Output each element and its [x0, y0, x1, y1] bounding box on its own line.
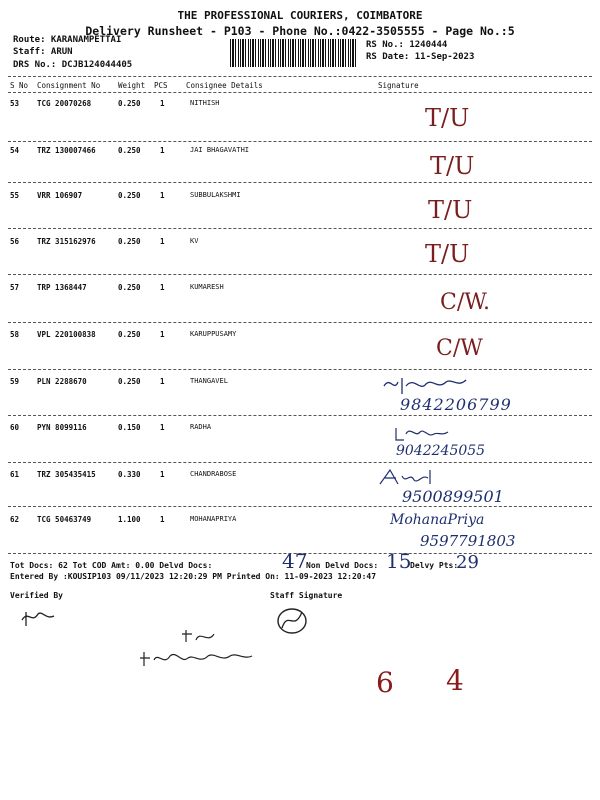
handwritten-mark: 6: [376, 666, 394, 699]
initials-mark: [180, 626, 220, 646]
divider: [8, 92, 592, 93]
row-weight: 0.250: [118, 283, 141, 292]
row-signature: C/W: [436, 336, 483, 361]
row-weight: 0.250: [118, 237, 141, 246]
row-sno: 62: [10, 515, 20, 524]
handwritten-name-signature: [136, 646, 256, 672]
drs-number: DRS No.: DCJB124044405: [13, 60, 133, 70]
row-phone: 9042245055: [396, 443, 486, 459]
divider: [8, 182, 592, 183]
row-signature: T/U: [425, 240, 470, 268]
column-header-sno: S No: [10, 81, 29, 90]
row-weight: 0.150: [118, 423, 141, 432]
row-signature: C/W.: [440, 290, 491, 315]
row-consignee: SUBBULAKSHMI: [190, 191, 241, 199]
route-label: Route: KARANAMPETTAI: [13, 35, 122, 45]
row-sno: 59: [10, 377, 20, 386]
row-sno: 55: [10, 191, 20, 200]
row-consignment: PYN 8099116: [37, 423, 87, 432]
row-pcs: 1: [160, 146, 165, 155]
row-pcs: 1: [160, 423, 165, 432]
handwritten-signature: [392, 424, 452, 444]
staff-label: Staff: ARUN: [13, 47, 73, 57]
column-header-consignment: Consignment No: [37, 81, 101, 90]
entered-by-line: Entered By :KOUSIP103 09/11/2023 12:20:29 PM Printed On: 11-09-2023 12:20:47: [10, 572, 377, 581]
divider: [8, 369, 592, 370]
divider: [8, 76, 592, 77]
row-consignee: THANGAVEL: [190, 377, 228, 385]
row-weight: 0.330: [118, 470, 141, 479]
row-pcs: 1: [160, 283, 165, 292]
row-consignee: MOHANAPRIYA: [190, 515, 237, 523]
row-consignment: VRR 106907: [37, 191, 83, 200]
row-pcs: 1: [160, 237, 165, 246]
row-weight: 0.250: [118, 146, 141, 155]
handwritten-mark: 4: [446, 664, 464, 697]
row-consignment: TRZ 315162976: [37, 237, 96, 246]
divider: [8, 506, 592, 507]
row-consignee: KUMARESH: [190, 283, 224, 291]
column-header-signature: Signature: [378, 81, 419, 90]
row-consignment: TRZ 130007466: [37, 146, 96, 155]
staff-signature-label: Staff Signature: [270, 591, 343, 600]
non-delivered-label: Non Delvd Docs:: [306, 561, 379, 570]
row-phone: 9597791803: [420, 532, 516, 550]
divider: [8, 228, 592, 229]
row-signature: T/U: [428, 196, 473, 224]
delivery-points-label: Delvy Pts:: [410, 561, 459, 570]
row-consignee: KV: [190, 237, 199, 245]
row-pcs: 1: [160, 377, 165, 386]
row-weight: 0.250: [118, 99, 141, 108]
delivered-docs-count: 47: [282, 549, 308, 573]
verifier-signature: [18, 606, 58, 628]
rs-number: RS No.: 1240444: [366, 40, 448, 50]
row-pcs: 1: [160, 191, 165, 200]
row-consignee: NITHISH: [190, 99, 220, 107]
handwritten-signature: [376, 466, 436, 488]
column-header-consignee: Consignee Details: [186, 81, 263, 90]
row-phone: 9500899501: [402, 487, 504, 506]
divider: [8, 322, 592, 323]
row-weight: 0.250: [118, 191, 141, 200]
divider: [8, 415, 592, 416]
row-phone: 9842206799: [400, 395, 512, 414]
non-delivered-count: 15: [386, 549, 412, 573]
row-sno: 57: [10, 283, 20, 292]
row-sno: 54: [10, 146, 20, 155]
column-header-pcs: PCS: [154, 81, 168, 90]
row-consignment: TRZ 305435415: [37, 470, 96, 479]
row-consignment: VPL 220100838: [37, 330, 96, 339]
row-weight: 0.250: [118, 330, 141, 339]
barcode: [230, 39, 358, 67]
divider: [8, 141, 592, 142]
runsheet-title: Delivery Runsheet - P103 - Phone No.:0422-3505555 - Page No.:5: [85, 24, 515, 38]
row-consignee: JAI BHAGAVATHI: [190, 146, 250, 154]
divider: [8, 462, 592, 463]
row-signature: T/U: [425, 104, 470, 132]
delivery-points-count: 29: [456, 552, 479, 573]
row-pcs: 1: [160, 515, 165, 524]
row-consignee: KARUPPUSAMY: [190, 330, 237, 338]
row-pcs: 1: [160, 99, 165, 108]
row-pcs: 1: [160, 470, 165, 479]
rs-date: RS Date: 11-Sep-2023: [366, 52, 475, 62]
row-sno: 58: [10, 330, 20, 339]
row-sno: 53: [10, 99, 20, 108]
row-sno: 61: [10, 470, 20, 479]
row-consignment: TCG 50463749: [37, 515, 92, 524]
row-signature: T/U: [430, 152, 475, 180]
row-consignment: TRP 1368447: [37, 283, 87, 292]
verified-by-label: Verified By: [10, 591, 63, 600]
company-name: THE PROFESSIONAL COURIERS, COIMBATORE: [177, 9, 423, 22]
row-consignment: PLN 2288670: [37, 377, 87, 386]
row-weight: 1.100: [118, 515, 141, 524]
row-consignment: TCG 20070268: [37, 99, 92, 108]
totals-line: Tot Docs: 62 Tot COD Amt: 0.00 Delvd Docs:: [10, 561, 213, 570]
row-sno: 60: [10, 423, 20, 432]
divider: [8, 274, 592, 275]
row-pcs: 1: [160, 330, 165, 339]
staff-signature-mark: [272, 604, 312, 638]
row-signature: MohanaPriya: [390, 512, 485, 528]
row-weight: 0.250: [118, 377, 141, 386]
column-header-weight: Weight: [118, 81, 146, 90]
row-consignee: RADHA: [190, 423, 212, 431]
row-consignee: CHANDRABOSE: [190, 470, 237, 478]
row-sno: 56: [10, 237, 20, 246]
